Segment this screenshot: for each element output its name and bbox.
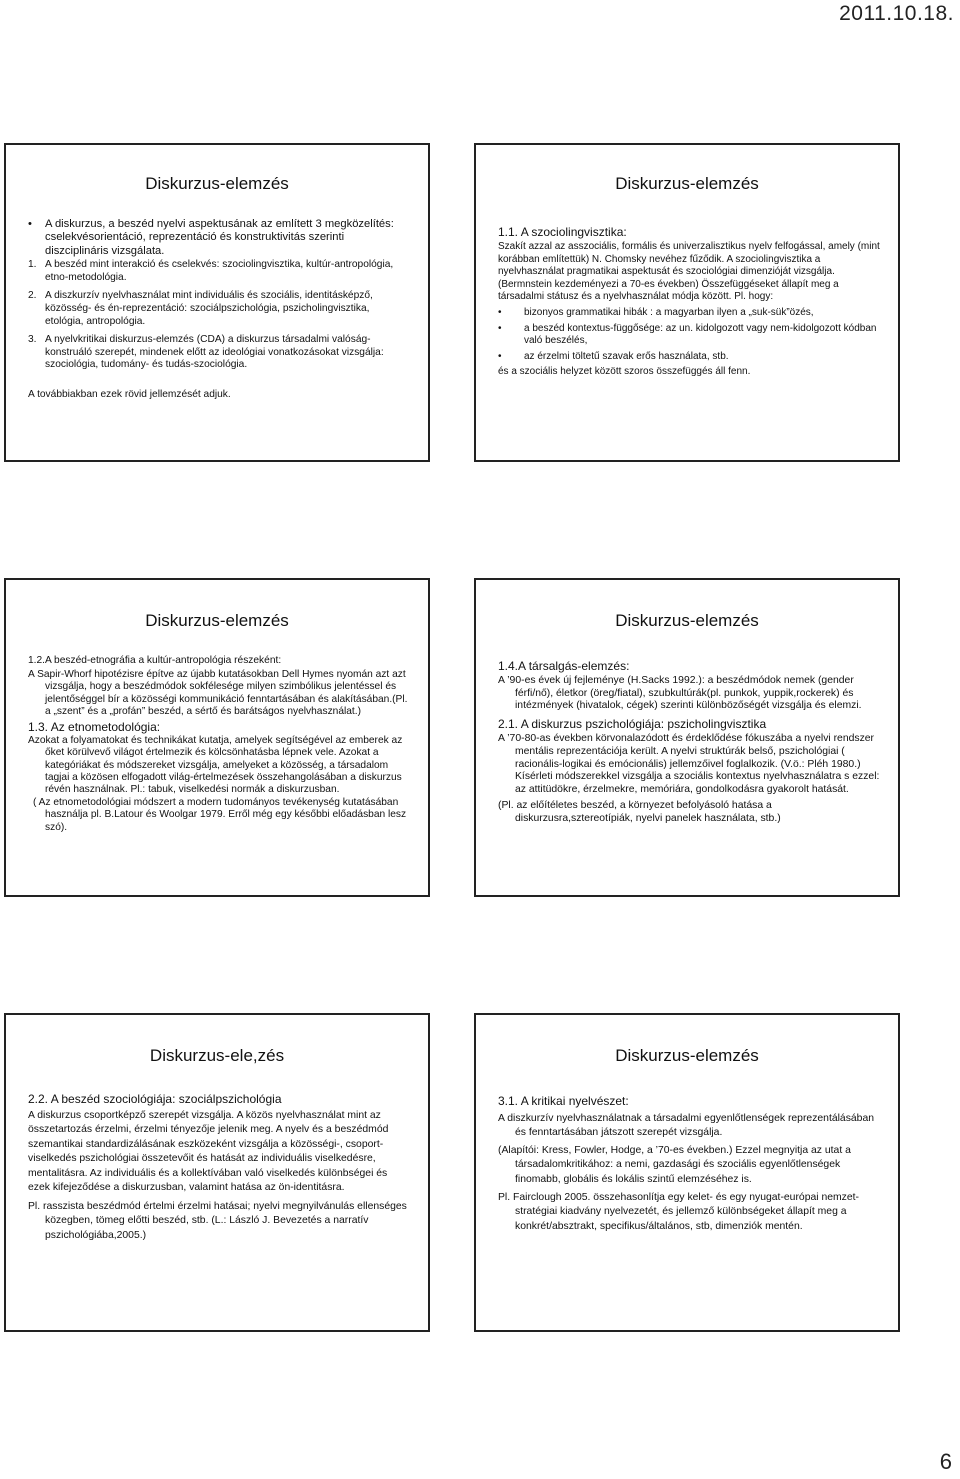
slide-6 [474,1013,900,1332]
list-item: 2. A diszkurzív nyelvhasználat mint individuális és szociális, identitásképző, közösség- és én-reprezentáció: szociálpszichológia, pszicholingvisztika, etológia, antropológia. [28,290,373,327]
subsection-heading: 1.3. Az etnometodológia: [28,720,161,735]
slide-title: Diskurzus-ele,zés [149,1046,285,1065]
slide-title: Diskurzus-elemzés [145,174,289,193]
paragraph: A Sapir-Whorf hipotézisre építve az újabb kutatásokban Dell Hymes nyomán azt azt vizsgálja, hogy a beszédmódok sokfélesége milyen szimbólikus jelentéssel és jelentőséggel bír a közösségi kommunikáció fenntartásában és alakításában.(Pl. a „szent” és a „profán” beszéd, a sértő és barátságos nyelvhasználat.) [28,669,408,717]
paragraph: Szakít azzal az asszociális, formális és univerzalisztikus nyelv felfogással, amely (mint korábban említettük) N. Chomsky nevéhez fűződik. A szociolingvisztika a nyelvhasználat pragmatikai aspektusát és szociológiai dimenzióját vizsgálja.(Bermnstein kezdeményezi a 70-es években) Összefüggéseket állapít meg a társadalmi státusz és a nyelvhasználat módja között. Pl. hogy: [498,241,880,303]
bullet-item [498,323,880,348]
slide-title: Diskurzus-elemzés [145,611,289,630]
slide-4 [474,578,900,897]
slide-1 [4,143,430,462]
section-heading: 2.1. A diskurzus pszichológiája: pszicholingvisztika [498,717,767,732]
paragraph: ( Az etnometodológiai módszert a modern tudományos tevékenység kutatásában használja pl. B.Latour és Woolgar 1979. Erről még egy későbbi előadásban lesz szó). [33,797,407,833]
bullet-dot: • [498,307,502,319]
closing-text: és a szociális helyzet között szoros összefüggés áll fenn. [498,366,751,378]
section-heading: 3.1. A kritikai nyelvészet: [498,1094,629,1108]
bullet-item [498,351,880,363]
slide-5 [4,1013,430,1332]
section-heading: 1.2.A beszéd-etnográfia a kultúr-antropológia részeként: [28,655,282,666]
paragraph: Azokat a folyamatokat és technikákat kutatja, amelyek segítségével az emberek az őket körülvevő világot értelmezik és kölcsönhatásba lépnek vele. Azokat a kategóriákat és módszereket vizsgálja, amelyeket a közösség, a társadalom tagjai a közösen elfogadott világ-értelmezések összehangolásában a diskurzus révén használnak. Pl.: tabuk, viselkedési normák a diskurzusban. [28,735,403,796]
paragraph: Pl. Fairclough 2005. összehasonlítja egy kelet- és egy nyugat-európai nemzet-stratégiai kiadvány nyelvezetét, és jellemző különbségeket állapít meg a konkrét/absztrakt, specifikus/általános, stb, dimenziók mentén. [498,1191,859,1232]
paragraph: A diszkurzív nyelvhasználatnak a társadalmi egyenlőtlenségek reprezentálásában és fenntartásában játszott szerepét vizsgálja. [498,1112,875,1139]
list-item-text: A nyelvkritikai diskurzus-elemzés (CDA) a diskurzus társadalmi valóság-konstruáló szerepét, mindenek előtt az ideológiai vonatkozásokat vizsgálja: szociológia, tudomány- és tudás-szociológia. [45,334,384,371]
slide-title: Diskurzus-elemzés [615,611,759,630]
list-item: 1. A beszéd mint interakció és cselekvés: szociolingvisztika, kultúr-antropológia, etno-metodológia. [28,259,394,283]
closing-text: A továbbiakban ezek rövid jellemzését adjuk. [28,388,231,400]
slide-title: Diskurzus-elemzés [615,174,759,193]
bullet-text: az érzelmi töltetű szavak erős használata, stb. [524,350,729,362]
list-item-text: A diszkurzív nyelvhasználat mint individuális és szociális, identitásképző, közösség- és én-reprezentáció: szociálpszichológia, pszicholingvisztika, etológia, antropológia. [45,290,373,327]
paragraph: A diskurzus csoportképző szerepét vizsgálja. A közös nyelvhasználat mint az összetartozás érzelmi, érzelmi tényezője jelenik meg. A nyelv és a beszédmód szemantikai standardizálásának eszközeként vizsgálja a közösségi-, csoport-viselkedés pszichológiai összetevőit és hatását az individuális viselkedésre, mentalitásra. Az individuális és a kollektívában való viselkedés különbségei és ezek kifejeződése a diskurzusban, valamint hatása az ön-identitásra. [28,1109,389,1193]
bullet-dot: • [498,322,502,334]
paragraph: A ’70-80-as években körvonalazódott és érdeklődése fókuszába a nyelvi rendszer mentális reprezentációja került. A nyelvi struktúrák belső, pszichológiai ( racionális-logikai és emócionális) jellemzőivel foglalkozik. (V.ö.: Pléh 1980.) Kísérleti módszerekkel vizsgálja a szociális kontextus nyelvhasználatra s ezzel: az attitüdökre, érzelmekre, memóriára, gondolkodásra gyakorolt hatását. [498,732,880,796]
paragraph: A ’90-es évek új fejleménye (H.Sacks 1992.): a beszédmódok nemek (gender férfi/nő), életkor (öreg/fiatal), szubkultúrák(pl. punkok, yuppik,rockerek) és intézmények (hivatalok, cégek) szerinti különbözőségét vizsgálja és elemzi. [498,674,862,712]
page-number: 6 [939,1449,952,1474]
list-item: 3. A nyelvkritikai diskurzus-elemzés (CDA) a diskurzus társadalmi valóság-konstruáló szerepét, mindenek előtt az ideológiai vonatkozásokat vizsgálja: szociológia, tudomány- és tudás-szociológia. [28,334,384,371]
paragraph: (Alapítói: Kress, Fowler, Hodge, a ’70-es években.) Ezzel megnyitja az utat a társadalomkritikához: a nemi, gazdasági és szociális egyenlőtlenségek finomabb, globális és lokális szintű elemzéséhez is. [498,1144,851,1185]
section-heading: 1.1. A szociolingvisztika: [498,225,627,239]
slide-title: Diskurzus-elemzés [615,1046,759,1065]
bullet-dot: • [498,350,502,362]
bullet-item [498,307,880,319]
bullet-text: a beszéd kontextus-függősége: az un. kidolgozott vagy nem-kidolgozott kódban való beszélés, [524,322,877,347]
paragraph: (Pl. az előítéletes beszéd, a környezet befolyásoló hatása a diskurzusra,sztereotípiák, nyelvi panelek használata, stb.) [498,799,781,824]
slide-2 [474,143,900,462]
date-label: 2011.10.18. [839,2,954,25]
paragraph: Pl. rasszista beszédmód értelmi érzelmi hatásai; nyelvi megnyilvánulás ellenséges közegben, tömeg előtti beszéd, stb. (L.: László J. Bevezetés a narratív pszichológiába,2005.) [28,1200,407,1241]
section-heading: 2.2. A beszéd szociológiája: szociálpszichológia [28,1092,282,1106]
bullet-text: bizonyos grammatikai hibák : a magyarban ilyen a „suk-sük”özés, [524,307,814,319]
intro-text: A diskurzus, a beszéd nyelvi aspektusának az említett 3 megközelítés: cselekvésorientáció, reprezentáció és konstruktivitás szerinti diszciplináris vizsgálata. [45,218,394,257]
intro-bullet [28,218,410,258]
list-item-text: A beszéd mint interakció és cselekvés: szociolingvisztika, kultúr-antropológia, etno-metodológia. [45,259,394,283]
slide-3 [4,578,430,897]
section-heading: 1.4.A társalgás-elemzés: [498,659,630,673]
bullet-dot: • [28,218,32,230]
